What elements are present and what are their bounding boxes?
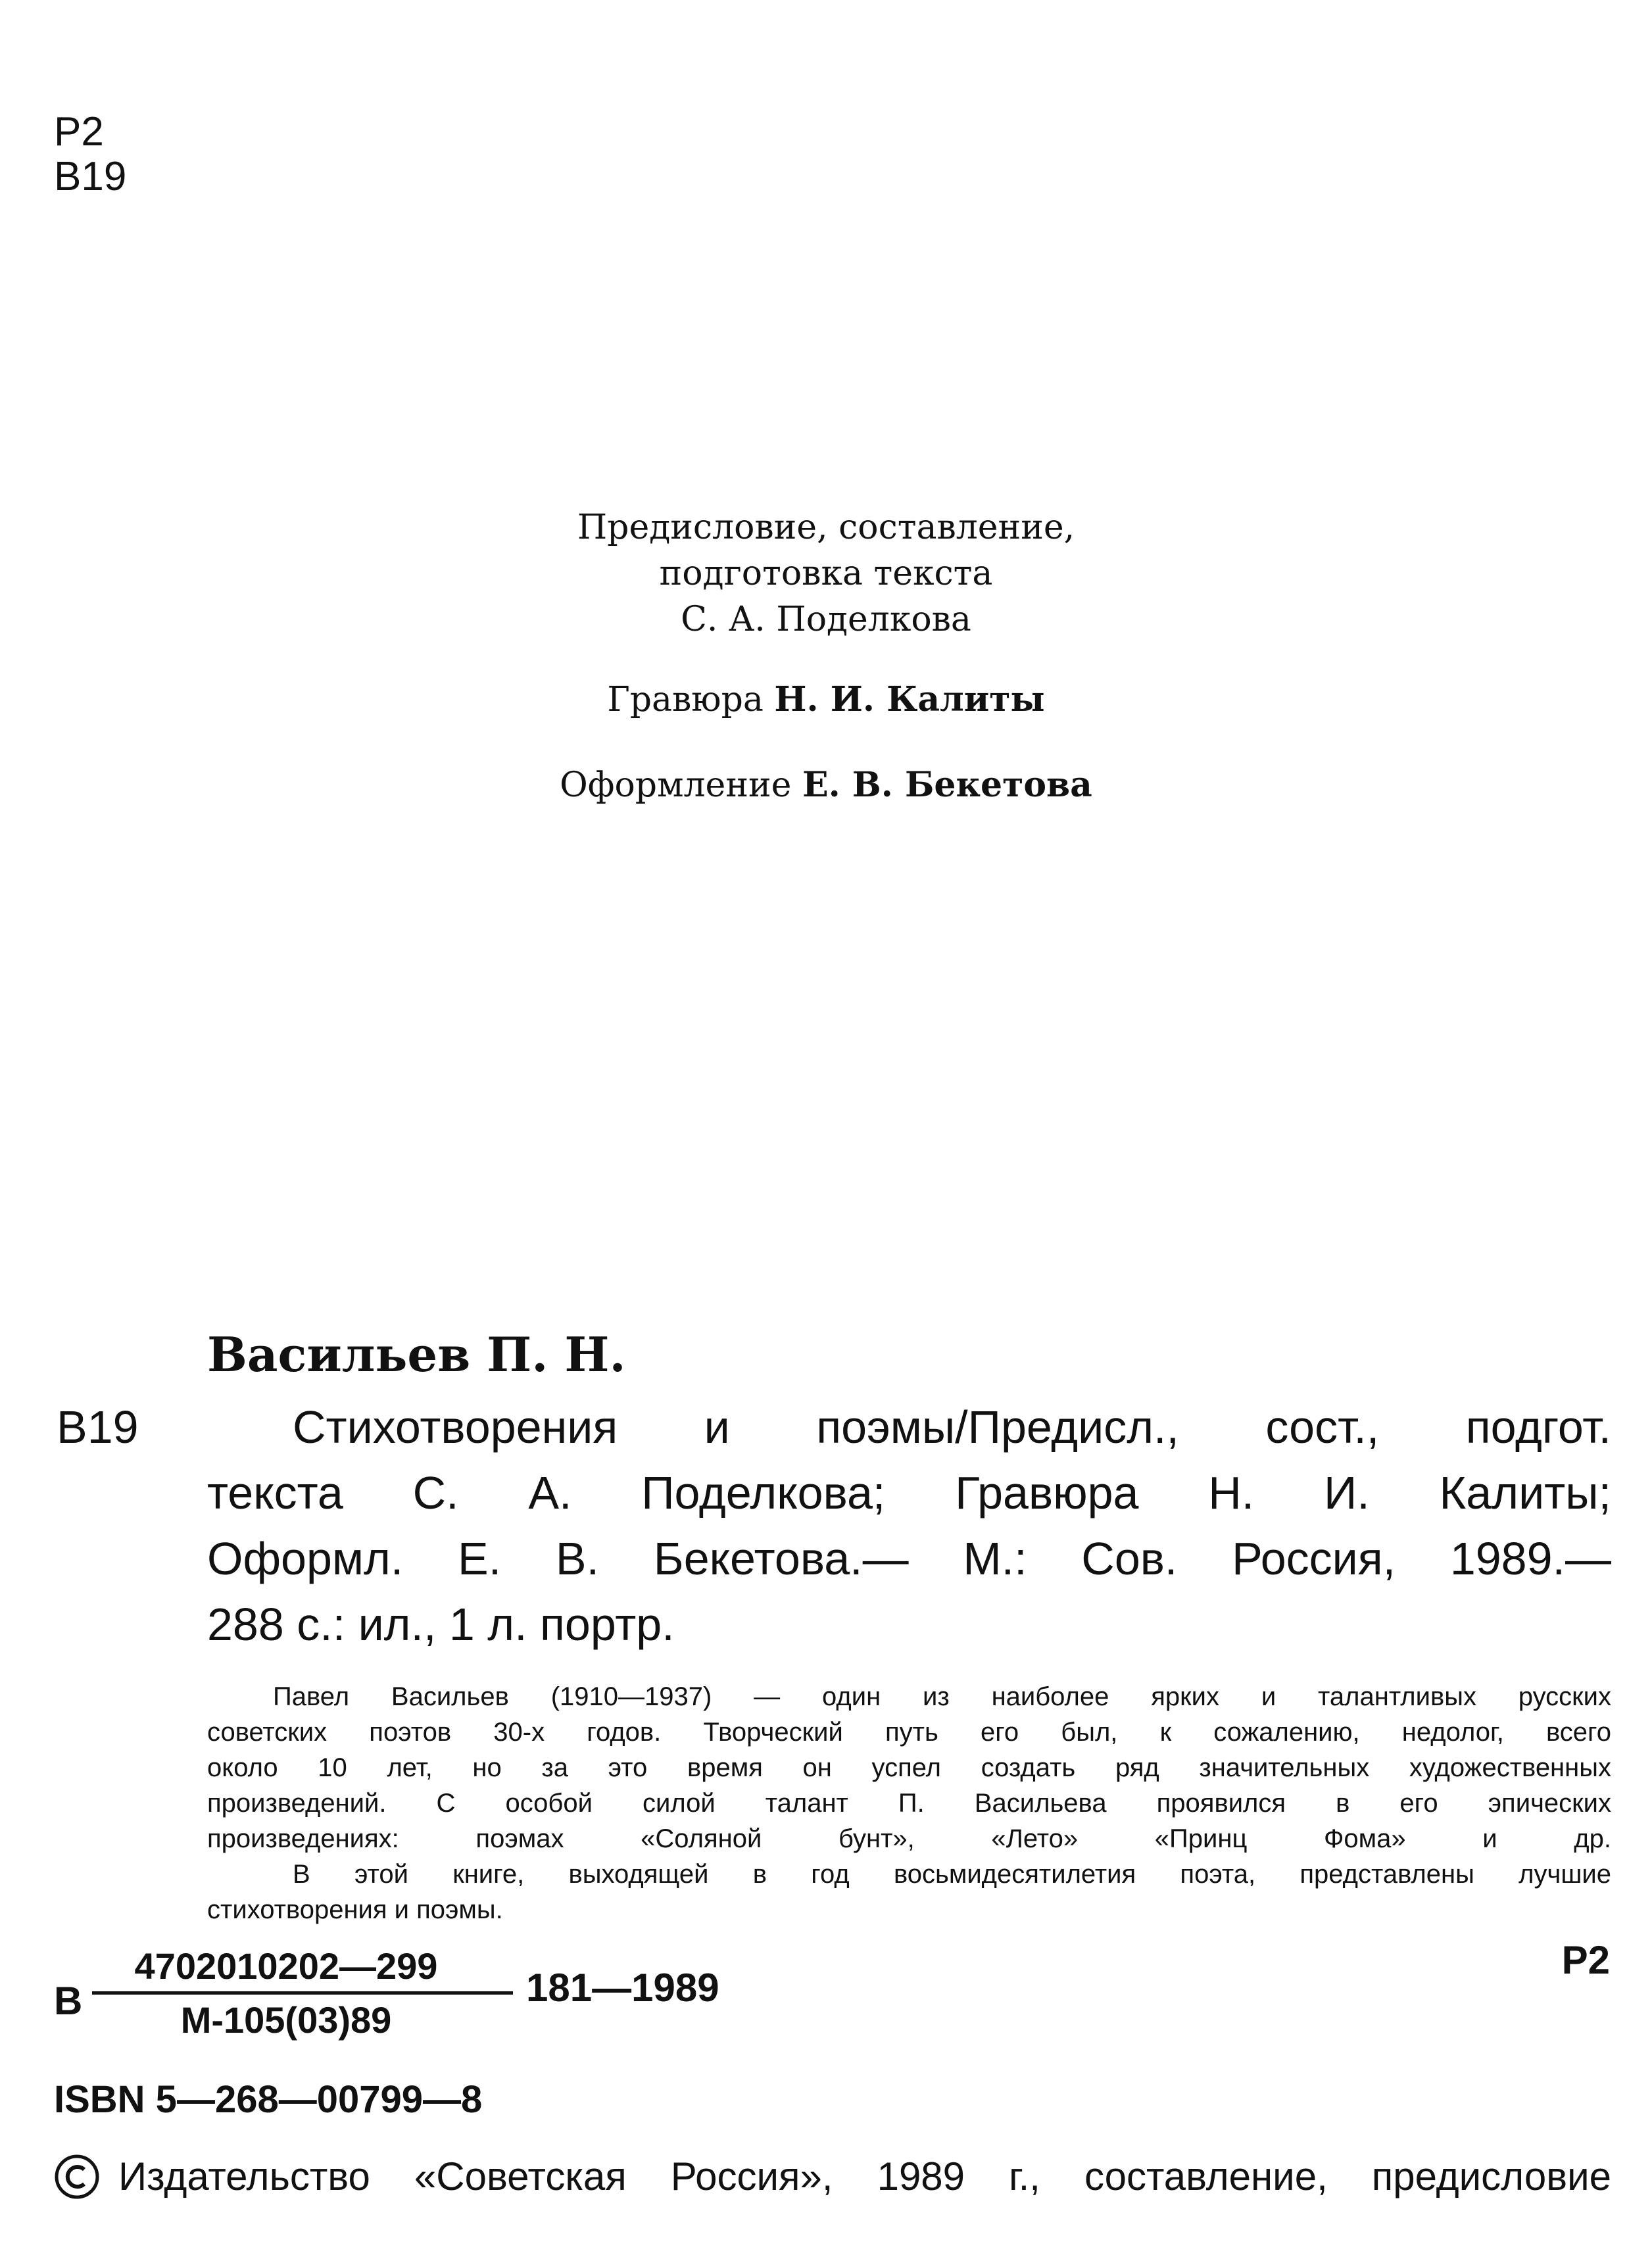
index-code-line2: В19 xyxy=(54,154,127,199)
copyright-icon xyxy=(54,2154,100,2200)
card-description-line3: Оформл. Е. В. Бекетова.— М.: Сов. Россия, 1989.— xyxy=(207,1533,1611,1584)
isbn: ISBN 5—268—00799—8 xyxy=(54,2078,483,2121)
copyright-line xyxy=(54,2154,1611,2200)
annotation-line1: Павел Васильев (1910—1937) — один из наиболее ярких и талантливых русских xyxy=(273,1682,1611,1711)
fraction-denominator: М-105(03)89 xyxy=(180,1999,392,2041)
credits-engraving xyxy=(0,677,1652,722)
credits-compiler-name: С. А. Поделкова xyxy=(681,600,971,639)
annotation-line5: произведениях: поэмах «Соляной бунт», «Лето» «Принц Фома» и др. xyxy=(207,1824,1611,1853)
credits-preface-line: Предисловие, составление, xyxy=(577,508,1075,547)
credits-design xyxy=(0,763,1652,808)
card-description-line2: текста С. А. Поделкова; Гравюра Н. И. Калиты; xyxy=(207,1467,1611,1518)
design-name: Е. В. Бекетова xyxy=(802,765,1092,805)
copyright-text: Издательство «Советская Россия», 1989 г., составление, предисловие xyxy=(118,2154,1611,2198)
card-description-line4: 288 с.: ил., 1 л. портр. xyxy=(207,1599,675,1650)
engraving-name: Н. И. Калиты xyxy=(774,679,1045,719)
engraving-label: Гравюра xyxy=(607,680,764,719)
annotation-line3: около 10 лет, но за это время он успел создать ряд значительных художественных xyxy=(207,1753,1611,1782)
annotation-line4: произведений. С особой силой талант П. Васильева проявился в его эпических xyxy=(207,1789,1611,1818)
annotation-line7: стихотворения и поэмы. xyxy=(207,1895,503,1924)
card-description-line1: Стихотворения и поэмы/Предисл., сост., подгот. xyxy=(293,1401,1611,1453)
fraction-suffix: 181—1989 xyxy=(526,1966,719,2010)
index-code-line1: Р2 xyxy=(54,109,104,155)
fraction-prefix: В xyxy=(54,1979,83,2023)
fraction-line xyxy=(92,1991,513,1995)
design-label: Оформление xyxy=(560,765,792,805)
classification-code-right: Р2 xyxy=(1561,1938,1610,1982)
annotation-line2: советских поэтов 30-х годов. Творческий путь его был, к сожалению, недолог, всего xyxy=(207,1718,1611,1747)
fraction-numerator: 4702010202—299 xyxy=(134,1945,438,1987)
credits-preparation-line: подготовка текста xyxy=(659,554,993,593)
card-code: В19 xyxy=(57,1401,139,1453)
card-author: Васильев П. Н. xyxy=(207,1326,626,1382)
annotation-line6: В этой книге, выходящей в год восьмидесятилетия поэта, представлены лучшие xyxy=(293,1860,1611,1889)
